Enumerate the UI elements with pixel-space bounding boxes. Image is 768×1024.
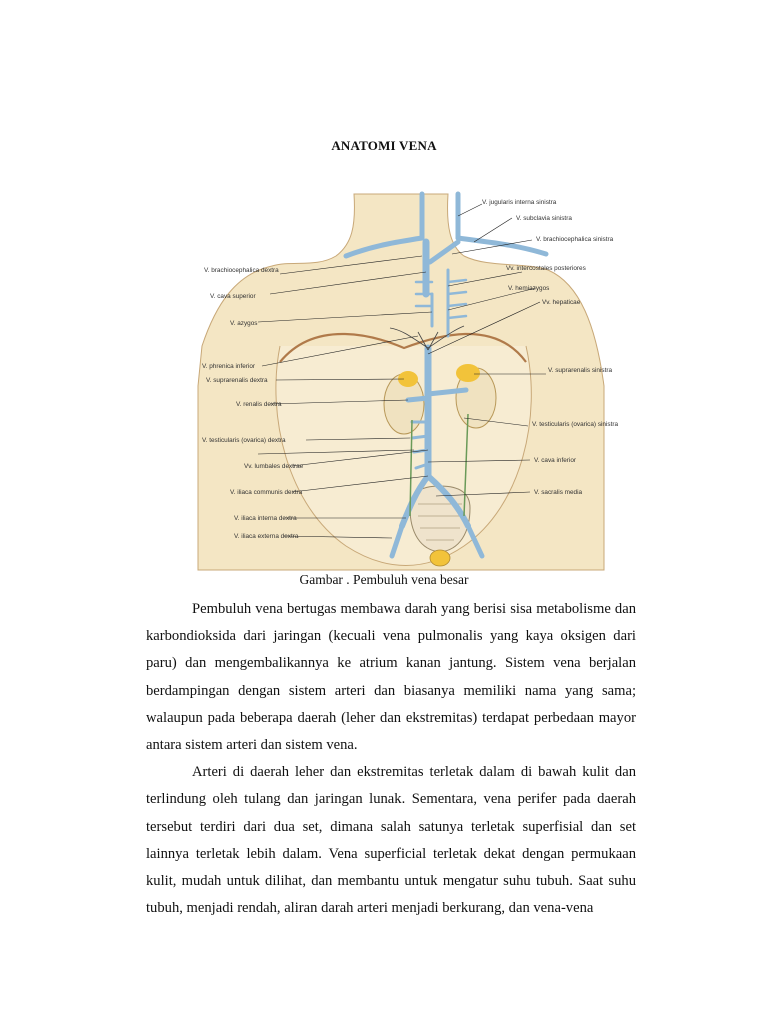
label-sacralis-media: V. sacralis media (534, 489, 583, 496)
label-testicularis-sinistra: V. testicularis (ovarica) sinistra (532, 421, 619, 428)
label-iliaca-interna-dextra: V. iliaca interna dextra (234, 515, 297, 522)
paragraph: Pembuluh vena bertugas membawa darah yang berisi sisa metabolisme dan karbondioksida dari jaringan (kecuali vena pulmonalis yang kaya oksigen dari paru) dan mengembalikannya ke atrium kanan jantung. Sistem vena berjalan berdampingan dengan sistem arteri dan biasanya memiliki nama yang sama; walaupun pada beberapa daerah (leher dan ekstremitas) terdapat perbedaan mayor antara sistem arteri dan sistem vena. (146, 601, 636, 754)
vein-anatomy-figure (196, 186, 619, 570)
label-cava-superior: V. cava superior (210, 293, 256, 300)
label-brachiocephalica-sinistra: V. brachiocephalica sinistra (536, 236, 614, 243)
vein-diagram (196, 186, 619, 570)
figure-caption: Gambar . Pembuluh vena besar (299, 572, 469, 587)
label-jugularis-interna-sinistra: V. jugularis interna sinistra (482, 199, 557, 206)
label-phrenica-inferior: V. phrenica inferior (202, 363, 256, 370)
label-iliaca-externa-dextra: V. iliaca externa dextra (234, 533, 299, 540)
subclavia-left (458, 238, 546, 254)
bladder (430, 550, 450, 566)
label-suprarenalis-dextra: V. suprarenalis dextra (206, 377, 268, 384)
label-suprarenalis-sinistra: V. suprarenalis sinistra (548, 367, 613, 374)
label-subclavia-sinistra: V. subclavia sinistra (516, 215, 572, 222)
label-testicularis-dextra: V. testicularis (ovarica) dextra (202, 437, 286, 444)
label-hemiazygos: V. hemiazygos (508, 285, 550, 292)
label-lumbales-dextrae: Vv. lumbales dextrae (244, 463, 304, 470)
label-hepaticae: Vv. hepaticae (542, 299, 581, 306)
label-renalis-dextra: V. renalis dextra (236, 401, 282, 408)
label-iliaca-communis-dextra: V. iliaca communis dextra (230, 489, 303, 496)
label-intercostales-posteriores: Vv. intercostales posteriores (506, 265, 586, 272)
page-title: ANATOMI VENA (331, 138, 437, 153)
label-cava-inferior: V. cava inferior (534, 457, 577, 464)
paragraph: Arteri di daerah leher dan ekstremitas terletak dalam di bawah kulit dan terlindung oleh tulang dan jaringan lunak. Sementara, vena perifer pada daerah tersebut terdiri dari dua set, dimana salah satunya terletak superfisial dan set lainnya terletak lebih dalam. Vena superficial terletak dekat dengan permukaan kulit, mudah untuk dilihat, dan membantu untuk mengatur suhu tubuh. Saat suhu tubuh, menjadi rendah, aliran darah arteri menjadi berkurang, dan vena-vena (146, 764, 636, 917)
label-brachiocephalica-dextra: V. brachiocephalica dextra (204, 267, 279, 274)
body-text (146, 596, 636, 922)
label-azygos: V. azygos (230, 320, 258, 327)
left-adrenal (456, 364, 480, 382)
